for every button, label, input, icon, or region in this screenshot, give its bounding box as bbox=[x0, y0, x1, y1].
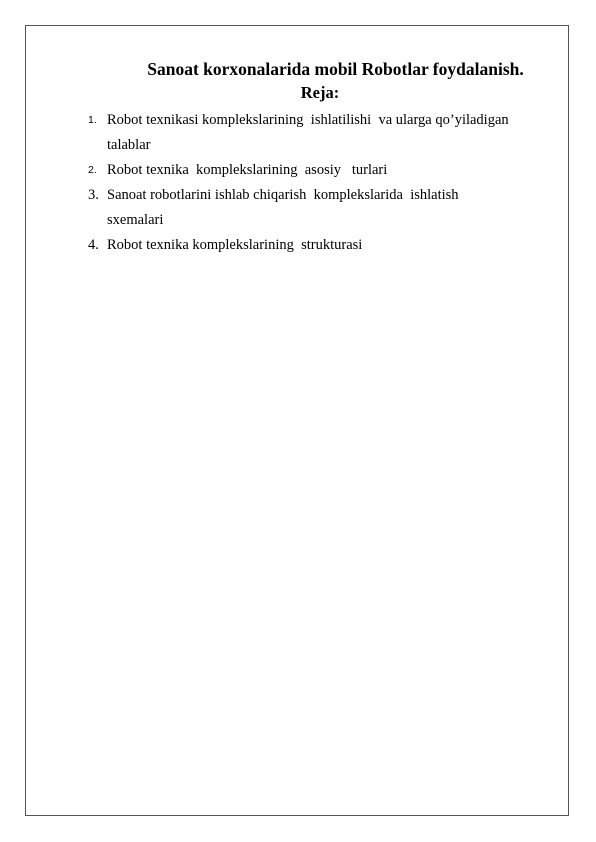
plan-item-text-line: Robot texnika komplekslarining strukturasi bbox=[107, 237, 363, 253]
plan-heading: Reja: bbox=[300, 83, 340, 102]
plan-item-number: 3. bbox=[88, 187, 99, 203]
plan-item-number: 2. bbox=[88, 164, 97, 176]
plan-item-number: 4. bbox=[88, 237, 99, 253]
plan-item-number: 1. bbox=[88, 114, 97, 126]
document-title: Sanoat korxonalarida mobil Robotlar foydalanish. bbox=[147, 59, 524, 79]
plan-item-text-line: Robot texnikasi komplekslarining ishlatilishi va ularga qo’yiladigan bbox=[107, 112, 509, 128]
plan-list bbox=[88, 108, 552, 258]
plan-item-text-line: sxemalari bbox=[107, 212, 164, 228]
plan-item-2 bbox=[88, 158, 552, 183]
plan-item-1 bbox=[88, 108, 552, 158]
plan-item-3 bbox=[88, 183, 552, 233]
plan-item-text-line: talablar bbox=[107, 137, 151, 153]
plan-item-4 bbox=[88, 233, 552, 258]
plan-item-text-line: Robot texnika komplekslarining asosiy turlari bbox=[107, 162, 388, 178]
plan-item-text-line: Sanoat robotlarini ishlab chiqarish komplekslarida ishlatish bbox=[107, 187, 459, 203]
